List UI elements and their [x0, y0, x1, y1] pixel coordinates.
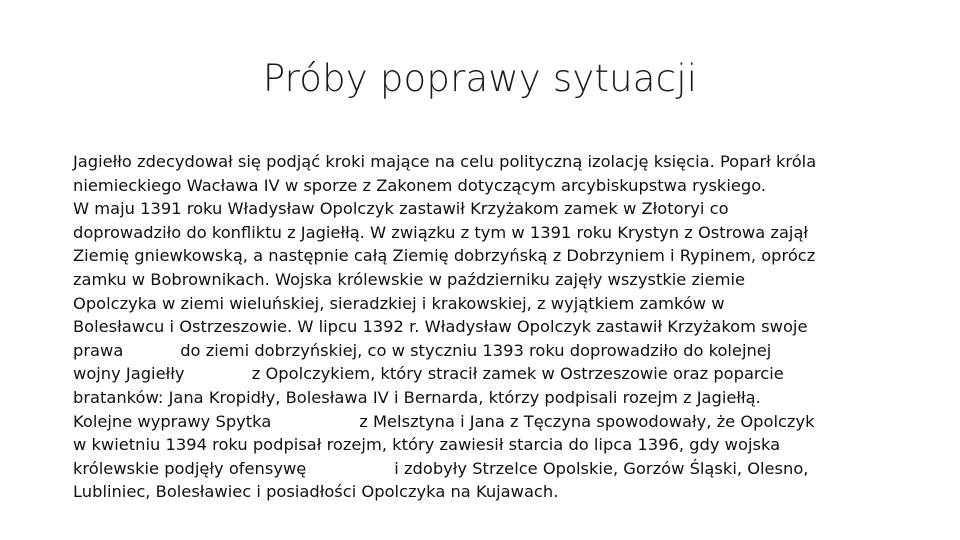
body-line: Bolesławcu i Ostrzeszowie. W lipcu 1392 r. Władysław Opolczyk zastawił Krzyżakom swoje	[73, 317, 808, 337]
slide-title: Próby poprawy sytuacji	[262, 57, 698, 100]
body-line: Jagiełło zdecydował się podjąć kroki mające na celu polityczną izolację księcia. Poparł króla	[73, 152, 817, 171]
body-line: W maju 1391 roku Władysław Opolczyk zastawił Krzyżakom zamek w Złotoryi co	[73, 199, 729, 219]
slide-body-text	[73, 150, 893, 504]
body-line: wojny Jagiełły z Opolczykiem, który stracił zamek w Ostrzeszowie oraz poparcie	[73, 364, 784, 384]
body-line: bratanków: Jana Kropidły, Bolesława IV i Bernarda, którzy podpisali rozejm z Jagiełłą.	[73, 387, 761, 407]
body-line: doprowadziło do konfliktu z Jagiełłą. W związku z tym w 1391 roku Krystyn z Ostrowa zajął	[73, 222, 809, 242]
body-line: w kwietniu 1394 roku podpisał rozejm, który zawiesił starcia do lipca 1396, gdy wojska	[73, 435, 781, 455]
body-line: Opolczyka w ziemi wieluńskiej, sieradzkiej i krakowskiej, z wyjątkiem zamków w	[73, 293, 725, 313]
body-line: królewskie podjęły ofensywę i zdobyły Strzelce Opolskie, Gorzów Śląski, Olesno,	[73, 458, 809, 478]
body-line: prawa do ziemi dobrzyńskiej, co w styczniu 1393 roku doprowadziło do kolejnej	[73, 340, 772, 360]
body-line: zamku w Bobrownikach. Wojska królewskie w październiku zajęły wszystkie ziemie	[73, 269, 745, 289]
body-line: niemieckiego Wacława IV w sporze z Zakonem dotyczącym arcybiskupstwa ryskiego.	[73, 175, 767, 195]
body-line: Kolejne wyprawy Spytka z Melsztyna i Jana z Tęczyna spowodowały, że Opolczyk	[73, 411, 815, 431]
body-line: Lubliniec, Bolesławiec i posiadłości Opolczyka na Kujawach.	[73, 482, 559, 502]
body-line: Ziemię gniewkowską, a następnie całą Ziemię dobrzyńską z Dobrzyniem i Rypinem, oprócz	[73, 246, 816, 266]
